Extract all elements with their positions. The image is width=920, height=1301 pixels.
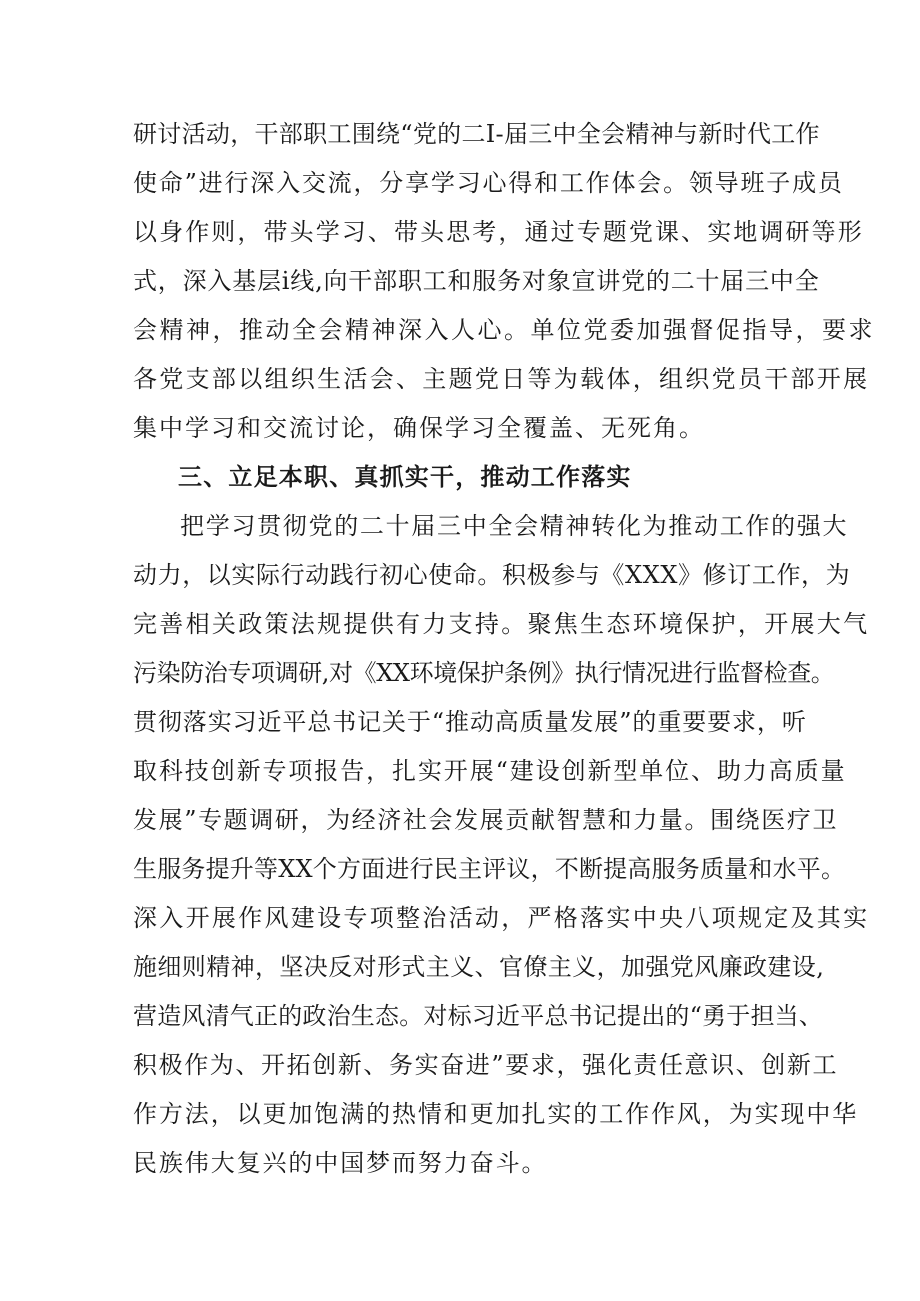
text-line: 各党支部以组织生活会、主题党日等为载体，组织党员干部开展 <box>133 365 870 393</box>
text-line: 积极作为、开拓创新、务实奋进”要求，强化责任意识、创新工 <box>133 1051 839 1079</box>
text-line: 会精神，推动全会精神深入人心。单位党委加强督促指导，要求 <box>133 316 875 344</box>
text-line: 污染防治专项调研,对《XX环境保护条例》执行情况进行监督检查。 <box>133 659 835 687</box>
text-line: 贯彻落实习近平总书记关于“推动高质量发展”的重要要求，听 <box>133 708 807 736</box>
text-line: 以身作则，带头学习、带头思考，通过专题党课、实地调研等形 <box>133 218 864 246</box>
text-line: 营造风清气正的政治生态。对标习近平总书记提出的“勇于担当、 <box>133 1002 824 1030</box>
text-line: 完善相关政策法规提供有力支持。聚焦生态环境保护，开展大气 <box>133 610 870 638</box>
text-line: 研讨活动，干部职工围绕“党的二I-届三中全会精神与新时代工作 <box>133 120 820 148</box>
text-line: 集中学习和交流讨论，确保学习全覆盖、无死角。 <box>133 414 705 442</box>
text-line: 式，深入基层i线,向干部职工和服务对象宣讲党的二十届三中全 <box>133 267 820 295</box>
text-line: 发展”专题调研，为经济社会发展贡献智慧和力量。围绕医疗卫 <box>133 806 839 834</box>
text-line: 动力，以实际行动践行初心使命。积极参与《XXX》修订工作，为 <box>133 561 851 589</box>
text-line: 取科技创新专项报告，扎实开展“建设创新型单位、助力高质量 <box>133 757 847 785</box>
text-line: 使命”进行深入交流，分享学习心得和工作体会。领导班子成员 <box>133 169 844 197</box>
section-heading: 三、立足本职、真抓实干，推动工作落实 <box>178 463 632 491</box>
text-line: 施细则精神，坚决反对形式主义、官僚主义，加强党风廉政建设, <box>133 953 825 981</box>
text-line: 把学习贯彻党的二十届三中全会精神转化为推动工作的强大 <box>180 512 849 540</box>
text-line: 深入开展作风建设专项整治活动，严格落实中央八项规定及其实 <box>133 904 870 932</box>
text-line: 作方法，以更加饱满的热情和更加扎实的工作作风，为实现中华 <box>133 1100 859 1128</box>
text-line: 民族伟大复兴的中国梦而努力奋斗。 <box>133 1149 548 1177</box>
text-line: 生服务提升等XX个方面进行民主评议，不断提高服务质量和水平。 <box>133 855 846 883</box>
